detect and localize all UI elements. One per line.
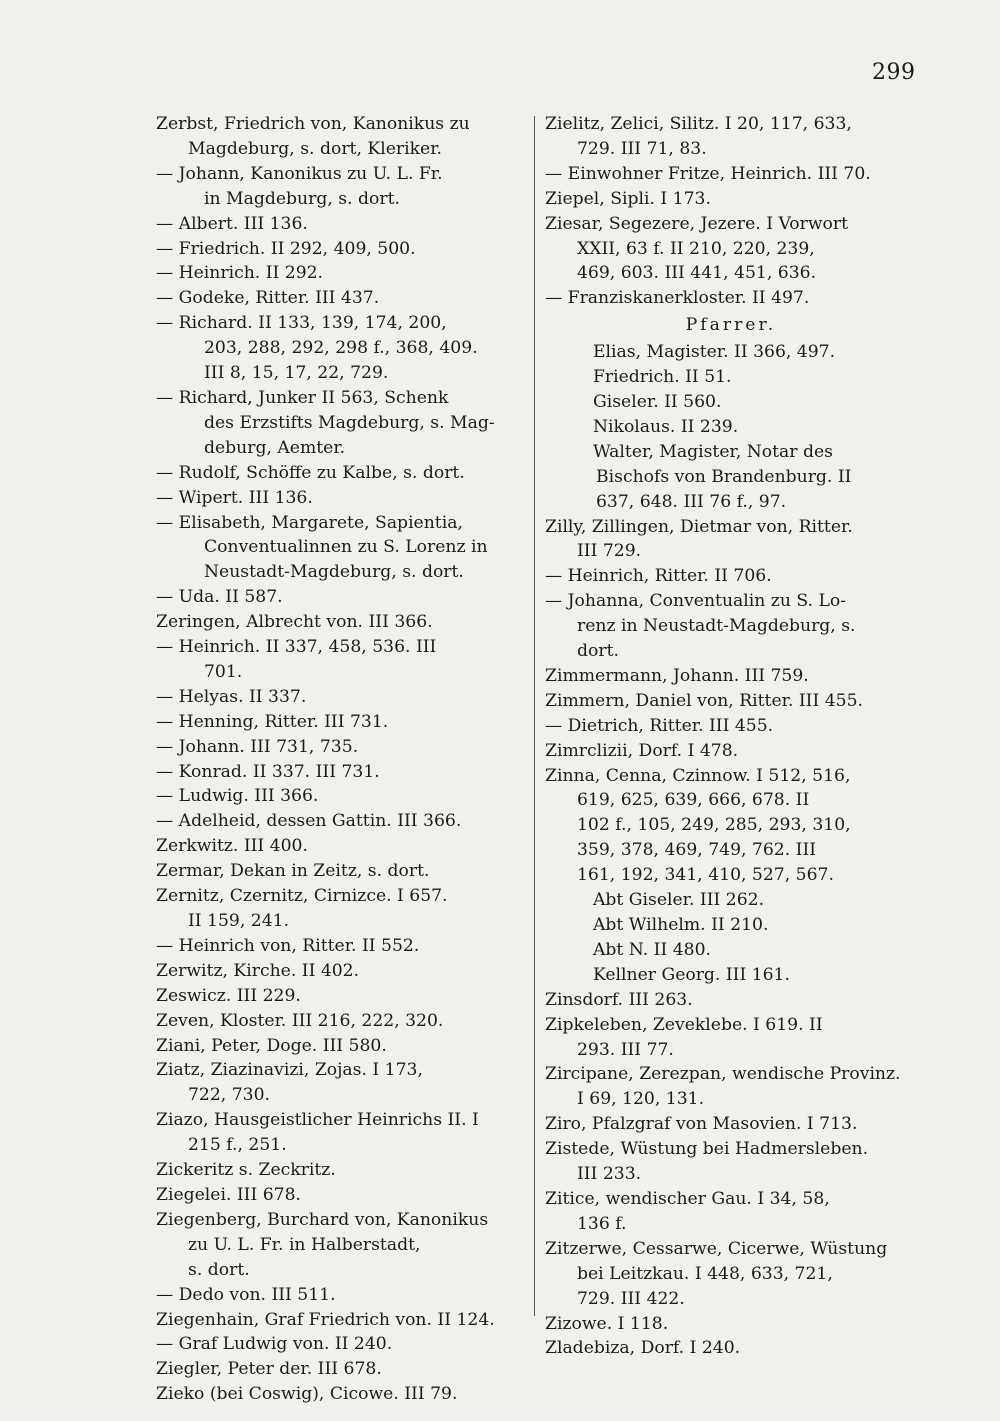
index-entry: — Godeke, Ritter. III 437. bbox=[156, 288, 380, 309]
index-entry: Walter, Magister, Notar des Bischofs von Brandenburg. II 637, 648. III 76 f., 97. bbox=[593, 441, 852, 512]
index-entry: — Rudolf, Schöffe zu Kalbe, s. dort. bbox=[156, 462, 465, 483]
index-entry: Zimmern, Daniel von, Ritter. III 455. bbox=[545, 690, 863, 711]
index-entry: Abt Giseler. III 262. bbox=[593, 890, 765, 911]
index-entry: Zermar, Dekan in Zeitz, s. dort. bbox=[156, 861, 430, 882]
index-entry: Zerbst, Friedrich von, Kanonikus zu Magdeburg, s. dort, Kleriker. bbox=[156, 114, 470, 159]
index-entry: Zipkeleben, Zeveklebe. I 619. II 293. III 77. bbox=[545, 1014, 823, 1060]
index-entry: Zickeritz s. Zeckritz. bbox=[156, 1160, 336, 1181]
index-entry: — Friedrich. II 292, 409, 500. bbox=[156, 238, 416, 259]
index-entry: Zitzerwe, Cessarwe, Cicerwe, Wüstung bei Leitzkau. I 448, 633, 721, 729. III 422. bbox=[545, 1238, 888, 1309]
index-column-right bbox=[545, 112, 917, 1361]
index-entry: — Richard, Junker II 563, Schenk des Erzstifts Magdeburg, s. Mag- deburg, Aemter. bbox=[156, 387, 495, 458]
index-entry: — Konrad. II 337. III 731. bbox=[156, 761, 380, 782]
index-entry: Zieko (bei Coswig), Cicowe. III 79. bbox=[156, 1384, 458, 1405]
index-entry: — Albert. III 136. bbox=[156, 213, 308, 234]
index-entry: Kellner Georg. III 161. bbox=[593, 964, 790, 985]
index-entry: Zilly, Zillingen, Dietmar von, Ritter. III 729. bbox=[545, 516, 853, 562]
index-entry: Ziegenhain, Graf Friedrich von. II 124. bbox=[156, 1309, 495, 1330]
index-entry: — Einwohner Fritze, Heinrich. III 70. bbox=[545, 163, 871, 184]
index-entry: — Richard. II 133, 139, 174, 200, 203, 288, 292, 298 f., 368, 409. III 8, 15, 17, 22, 729. bbox=[156, 313, 478, 384]
index-entry: Zimrclizii, Dorf. I 478. bbox=[545, 740, 739, 761]
index-entry: — Johann. III 731, 735. bbox=[156, 736, 359, 757]
index-entry: Ziesar, Segezere, Jezere. I Vorwort XXII, 63 f. II 210, 220, 239, 469, 603. III 441, 451, 636. bbox=[545, 213, 849, 284]
index-entry: — Heinrich von, Ritter. II 552. bbox=[156, 935, 420, 956]
index-entry: Zerkwitz. III 400. bbox=[156, 836, 308, 857]
index-entry: Zinna, Cenna, Czinnow. I 512, 516, 619, 625, 639, 666, 678. II 102 f., 105, 249, 285, 293, 310, 359, 378, 469, 749, 762. III 161, 192, 341, 410, 527, 567. bbox=[545, 765, 851, 886]
index-entry: Ziegelei. III 678. bbox=[156, 1184, 301, 1205]
index-entry: Elias, Magister. II 366, 497. bbox=[593, 342, 836, 363]
index-entry: — Heinrich. II 337, 458, 536. III 701. bbox=[156, 637, 437, 682]
index-entry: Zladebiza, Dorf. I 240. bbox=[545, 1338, 741, 1359]
index-entry: — Helyas. II 337. bbox=[156, 686, 307, 707]
index-entry: Zizowe. I 118. bbox=[545, 1313, 669, 1334]
index-entry: — Johann, Kanonikus zu U. L. Fr. in Magdeburg, s. dort. bbox=[156, 163, 443, 209]
index-entry: Zircipane, Zerezpan, wendische Provinz. I 69, 120, 131. bbox=[545, 1064, 901, 1110]
index-entry: Abt N. II 480. bbox=[593, 939, 711, 960]
index-entry: — Ludwig. III 366. bbox=[156, 786, 319, 807]
index-entry: Zeven, Kloster. III 216, 222, 320. bbox=[156, 1010, 444, 1031]
index-entry: — Graf Ludwig von. II 240. bbox=[156, 1334, 393, 1355]
index-entry: Ziatz, Ziazinavizi, Zojas. I 173, 722, 730. bbox=[156, 1060, 423, 1106]
index-entry: — Johanna, Conventualin zu S. Lo- renz in Neustadt-Magdeburg, s. dort. bbox=[545, 591, 856, 662]
page-number: 299 bbox=[872, 60, 916, 85]
index-entry: Zeringen, Albrecht von. III 366. bbox=[156, 612, 433, 633]
index-entry: — Adelheid, dessen Gattin. III 366. bbox=[156, 811, 462, 832]
index-entry: Abt Wilhelm. II 210. bbox=[593, 915, 769, 935]
index-entry: Zerwitz, Kirche. II 402. bbox=[156, 960, 360, 981]
column-divider bbox=[534, 116, 535, 1316]
index-entry: — Henning, Ritter. III 731. bbox=[156, 711, 389, 732]
index-entry: — Heinrich. II 292. bbox=[156, 263, 324, 284]
index-entry: — Elisabeth, Margarete, Sapientia, Conventualinnen zu S. Lorenz in Neustadt-Magdeburg, s. dort. bbox=[156, 512, 488, 583]
index-entry: Giseler. II 560. bbox=[593, 391, 722, 412]
index-entry: — Dedo von. III 511. bbox=[156, 1284, 336, 1305]
index-entry: Zinsdorf. III 263. bbox=[545, 989, 693, 1010]
index-entry: Zielitz, Zelici, Silitz. I 20, 117, 633, 729. III 71, 83. bbox=[545, 114, 852, 159]
section-heading: Pfarrer. bbox=[685, 315, 777, 336]
index-entry: Zistede, Wüstung bei Hadmersleben. III 233. bbox=[545, 1139, 869, 1185]
index-entry: Zernitz, Czernitz, Cirnizce. I 657. II 159, 241. bbox=[156, 886, 448, 931]
index-entry: — Dietrich, Ritter. III 455. bbox=[545, 715, 774, 736]
index-entry: — Uda. II 587. bbox=[156, 587, 283, 608]
index-entry: Nikolaus. II 239. bbox=[593, 416, 739, 437]
index-entry: — Franziskanerkloster. II 497. bbox=[545, 288, 810, 309]
index-entry: Ziepel, Sipli. I 173. bbox=[545, 188, 711, 209]
index-entry: Ziani, Peter, Doge. III 580. bbox=[156, 1035, 387, 1056]
index-entry: Friedrich. II 51. bbox=[593, 367, 732, 388]
index-entry: Zimmermann, Johann. III 759. bbox=[545, 665, 809, 686]
index-entry: Ziegenberg, Burchard von, Kanonikus zu U. L. Fr. in Halberstadt, s. dort. bbox=[156, 1209, 489, 1280]
index-entry: Zitice, wendischer Gau. I 34, 58, 136 f. bbox=[545, 1188, 830, 1234]
index-column-left bbox=[156, 112, 528, 1407]
index-entry: Ziazo, Hausgeistlicher Heinrichs II. I 215 f., 251. bbox=[156, 1110, 479, 1156]
index-entry: Ziegler, Peter der. III 678. bbox=[156, 1359, 382, 1380]
index-entry: Ziro, Pfalzgraf von Masovien. I 713. bbox=[545, 1114, 858, 1135]
index-entry: — Wipert. III 136. bbox=[156, 487, 313, 508]
index-entry: — Heinrich, Ritter. II 706. bbox=[545, 566, 772, 587]
index-entry: Zeswicz. III 229. bbox=[156, 985, 301, 1006]
